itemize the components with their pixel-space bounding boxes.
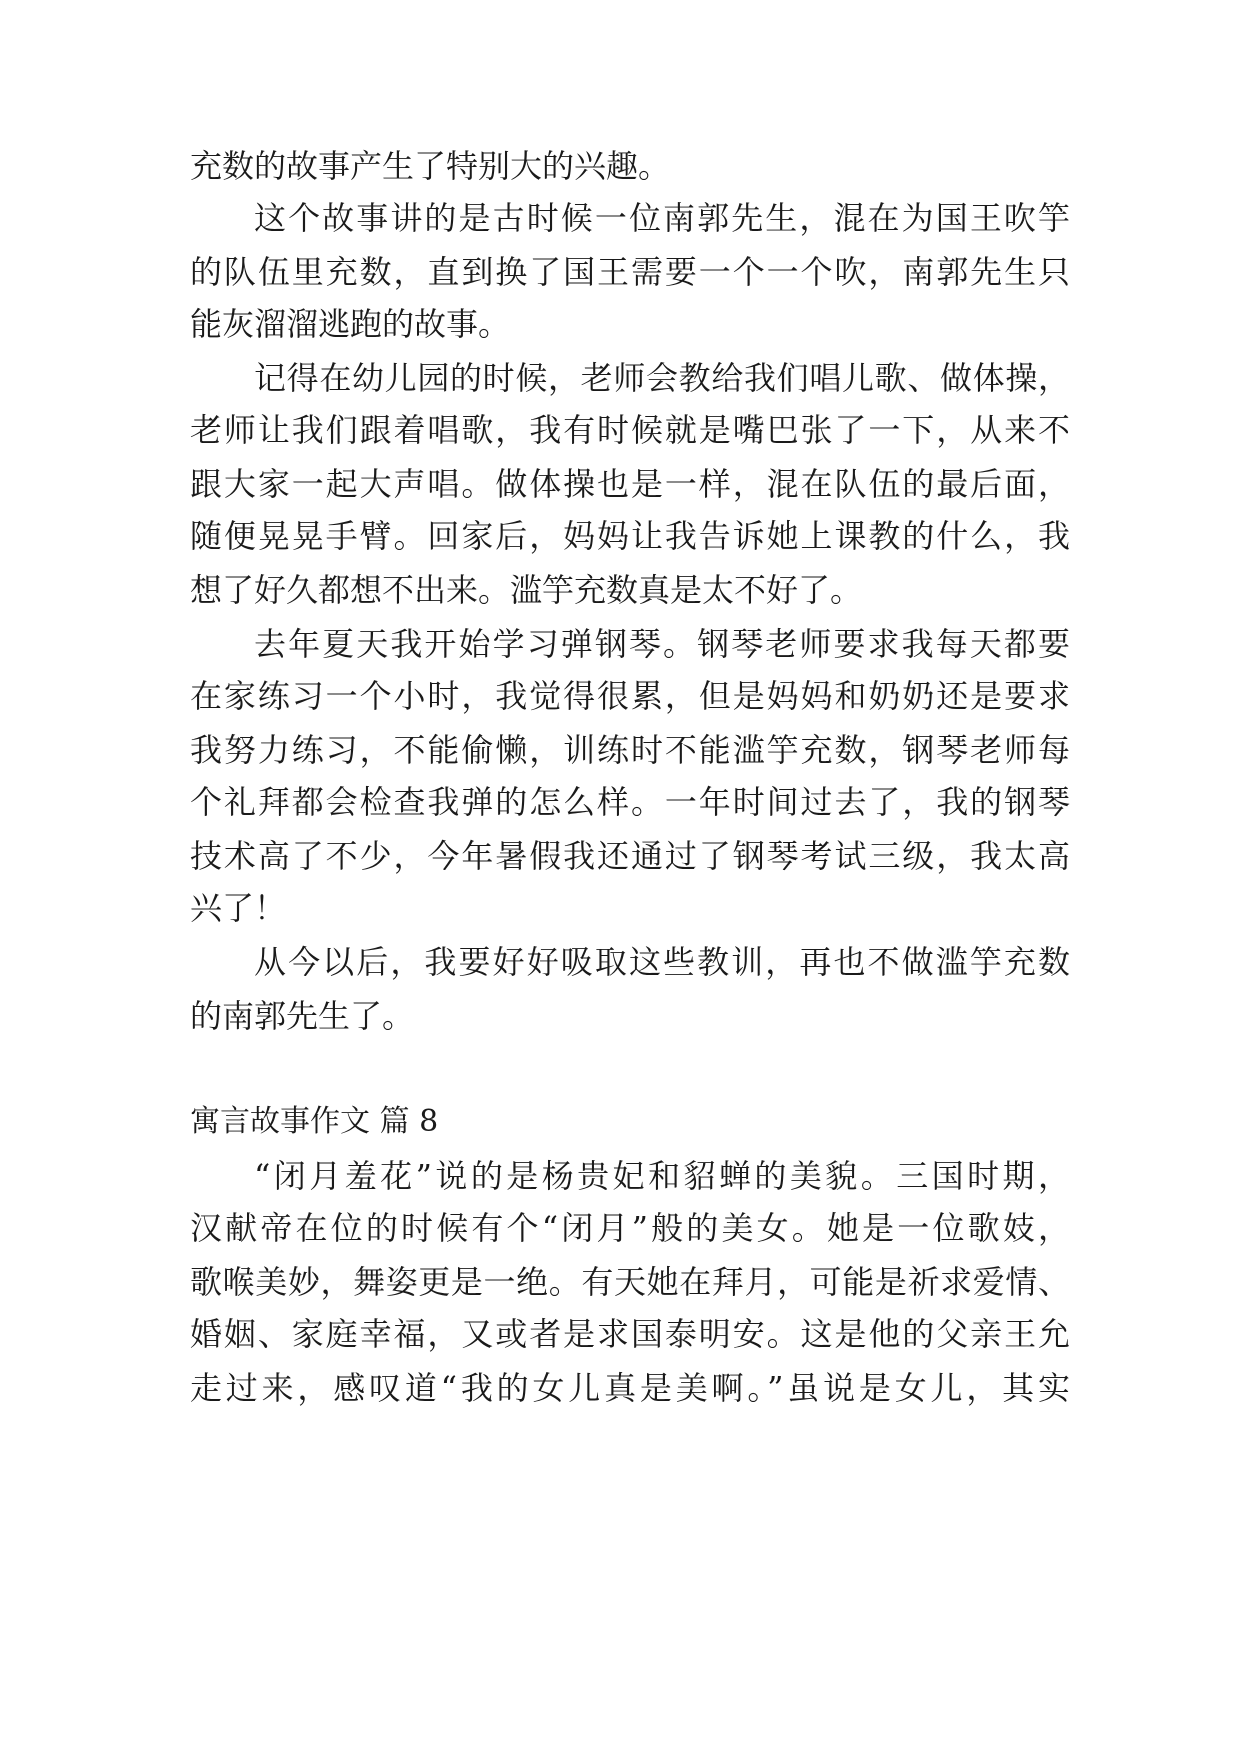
paragraph-line: 个礼拜都会检查我弹的怎么样。一年时间过去了，我的钢琴 (190, 783, 1070, 821)
paragraph-line: 兴了！ (190, 889, 287, 927)
paragraph-line: “闭月羞花”说的是杨贵妃和貂蝉的美貌。三国时期， (254, 1157, 1070, 1195)
paragraph-line: 随便晃晃手臂。回家后，妈妈让我告诉她上课教的什么，我 (190, 517, 1070, 555)
paragraph-line: 能灰溜溜逃跑的故事。 (190, 305, 511, 343)
section-heading: 寓言故事作文 篇 8 (190, 1104, 439, 1139)
paragraph-line: 我努力练习，不能偷懒，训练时不能滥竽充数，钢琴老师每 (190, 731, 1070, 769)
paragraph-line: 的队伍里充数，直到换了国王需要一个一个吹，南郭先生只 (190, 253, 1070, 291)
paragraph-line: 走过来，感叹道“我的女儿真是美啊。”虽说是女儿，其实 (190, 1369, 1070, 1407)
paragraph-line: 充数的故事产生了特别大的兴趣。 (190, 147, 671, 185)
paragraph-line: 老师让我们跟着唱歌，我有时候就是嘴巴张了一下，从来不 (190, 411, 1070, 449)
paragraph-line: 想了好久都想不出来。滥竽充数真是太不好了。 (190, 571, 863, 609)
paragraph-line: 跟大家一起大声唱。做体操也是一样，混在队伍的最后面， (190, 465, 1070, 503)
paragraph-line: 婚姻、家庭幸福，又或者是求国泰明安。这是他的父亲王允 (190, 1315, 1070, 1353)
paragraph-line: 歌喉美妙，舞姿更是一绝。有天她在拜月，可能是祈求爱情、 (190, 1263, 1070, 1301)
paragraph-line: 从今以后，我要好好吸取这些教训，再也不做滥竽充数 (254, 943, 1070, 981)
paragraph-line: 记得在幼儿园的时候，老师会教给我们唱儿歌、做体操， (254, 359, 1070, 397)
paragraph-line: 汉献帝在位的时候有个“闭月”般的美女。她是一位歌妓， (190, 1209, 1070, 1247)
paragraph-line: 这个故事讲的是古时候一位南郭先生，混在为国王吹竽 (254, 199, 1070, 237)
paragraph-line: 去年夏天我开始学习弹钢琴。钢琴老师要求我每天都要 (254, 625, 1070, 663)
paragraph-line: 的南郭先生了。 (190, 997, 415, 1035)
paragraph-line: 在家练习一个小时，我觉得很累，但是妈妈和奶奶还是要求 (190, 677, 1070, 715)
paragraph-line: 技术高了不少，今年暑假我还通过了钢琴考试三级，我太高 (190, 837, 1070, 875)
